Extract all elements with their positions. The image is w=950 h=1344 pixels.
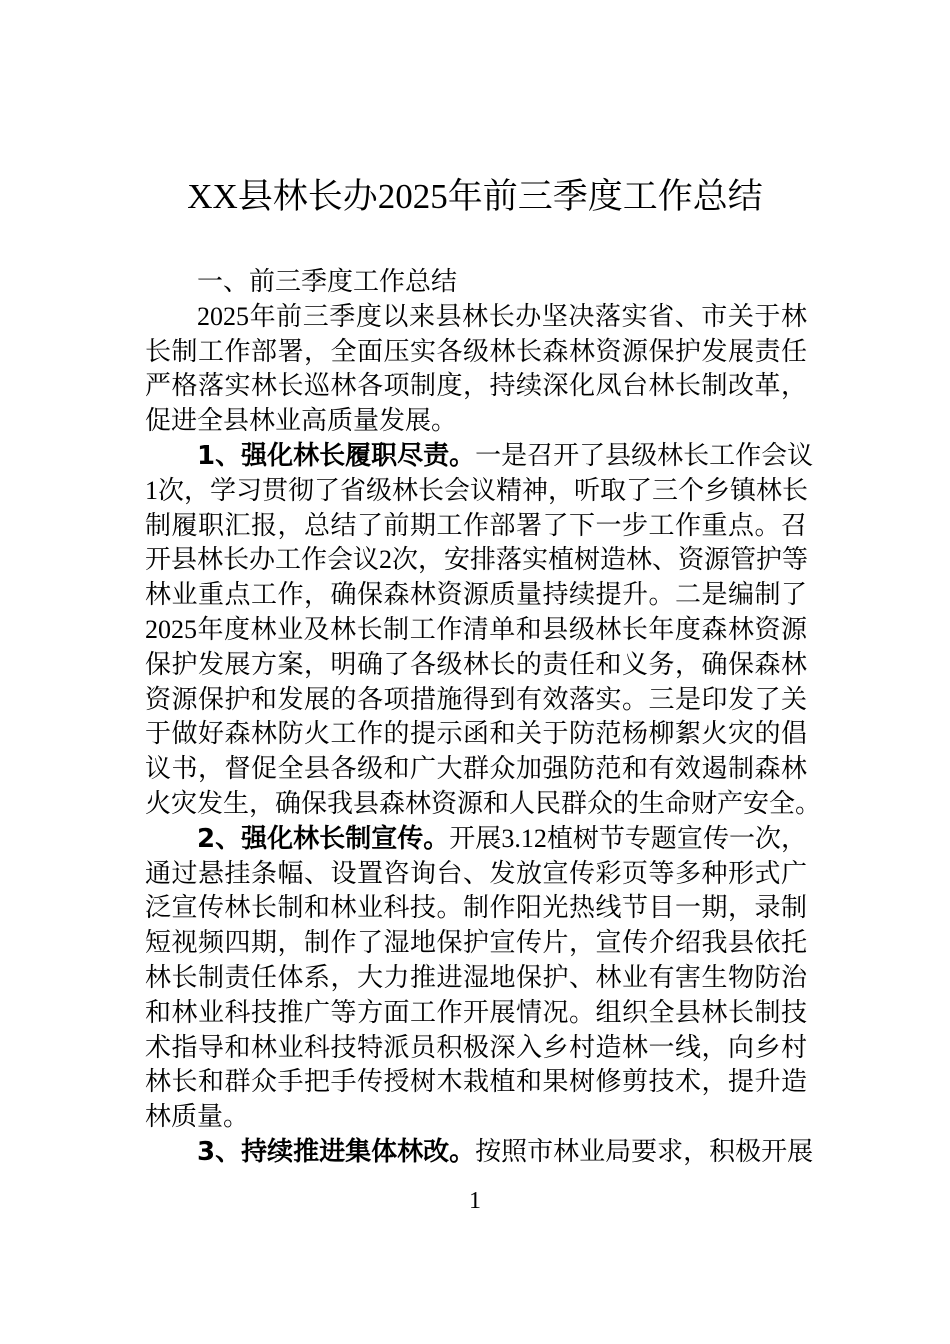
paragraph-lead: 2、强化林长制宣传。 [197,823,450,854]
text-line: 2025年度林业及林长制工作清单和县级林长年度森林资源 [145,614,807,644]
text-line: 林业重点工作，确保森林资源质量持续提升。二是编制了 [145,580,807,610]
paragraph-1 [145,439,822,822]
text-line: 通过悬挂条幅、设置咨询台、发放宣传彩页等多种形式广 [145,858,807,888]
text-line: 资源保护和发展的各项措施得到有效落实。三是印发了关 [145,684,807,714]
paragraph-2 [145,822,807,1135]
section-heading: 一、前三季度工作总结 [197,267,458,296]
text-line: 制履职汇报，总结了前期工作部署了下一步工作重点。召 [145,510,807,540]
text-line: 术指导和林业科技特派员积极深入乡村造林一线，向乡村 [145,1032,807,1062]
intro-paragraph [145,300,807,439]
text-line [145,822,807,857]
text-line: 1次，学习贯彻了省级林长会议精神，听取了三个乡镇林长 [145,475,809,505]
text-line: 严格落实林长巡林各项制度，持续深化凤台林长制改革， [145,371,807,401]
text-line [145,1135,814,1170]
text-line: 林质量。 [145,1102,250,1132]
text-line [145,439,814,474]
paragraph-lead: 1、强化林长履职尽责。 [197,440,476,471]
text-line: 和林业科技推广等方面工作开展情况。组织全县林长制技 [145,997,807,1027]
text-line: 2025年前三季度以来县林长办坚决落实省、市关于林 [197,301,807,331]
document-body [145,265,822,1170]
page-number: 1 [469,1188,481,1214]
text-span: 按照市林业局要求，积极开展 [475,1136,814,1166]
text-line: 促进全县林业高质量发展。 [145,406,458,436]
paragraph-lead: 3、持续推进集体林改。 [197,1136,476,1167]
paragraph-3 [145,1135,814,1170]
text-span: 一是召开了县级林长工作会议 [475,440,814,470]
text-line: 长制工作部署，全面压实各级林长森林资源保护发展责任 [145,336,807,366]
text-line: 开县林长办工作会议2次，安排落实植树造林、资源管护等 [145,545,809,575]
text-line: 短视频四期，制作了湿地保护宣传片，宣传介绍我县依托 [145,928,807,958]
text-line: 保护发展方案，明确了各级林长的责任和义务，确保森林 [145,649,807,679]
text-span: 开展3.12植树节专题宣传一次， [449,823,807,853]
document-title: XX县林长办2025年前三季度工作总结 [187,177,763,216]
text-line: 议书，督促全县各级和广大群众加强防范和有效遏制森林 [145,754,807,784]
text-line: 于做好森林防火工作的提示函和关于防范杨柳絮火灾的倡 [145,719,807,749]
text-line: 泛宣传林长制和林业科技。制作阳光热线节目一期，录制 [145,893,807,923]
text-line: 火灾发生，确保我县森林资源和人民群众的生命财产安全。 [145,788,822,818]
text-line: 林长和群众手把手传授树木栽植和果树修剪技术，提升造 [145,1067,807,1097]
text-line: 林长制责任体系，大力推进湿地保护、林业有害生物防治 [145,962,807,992]
